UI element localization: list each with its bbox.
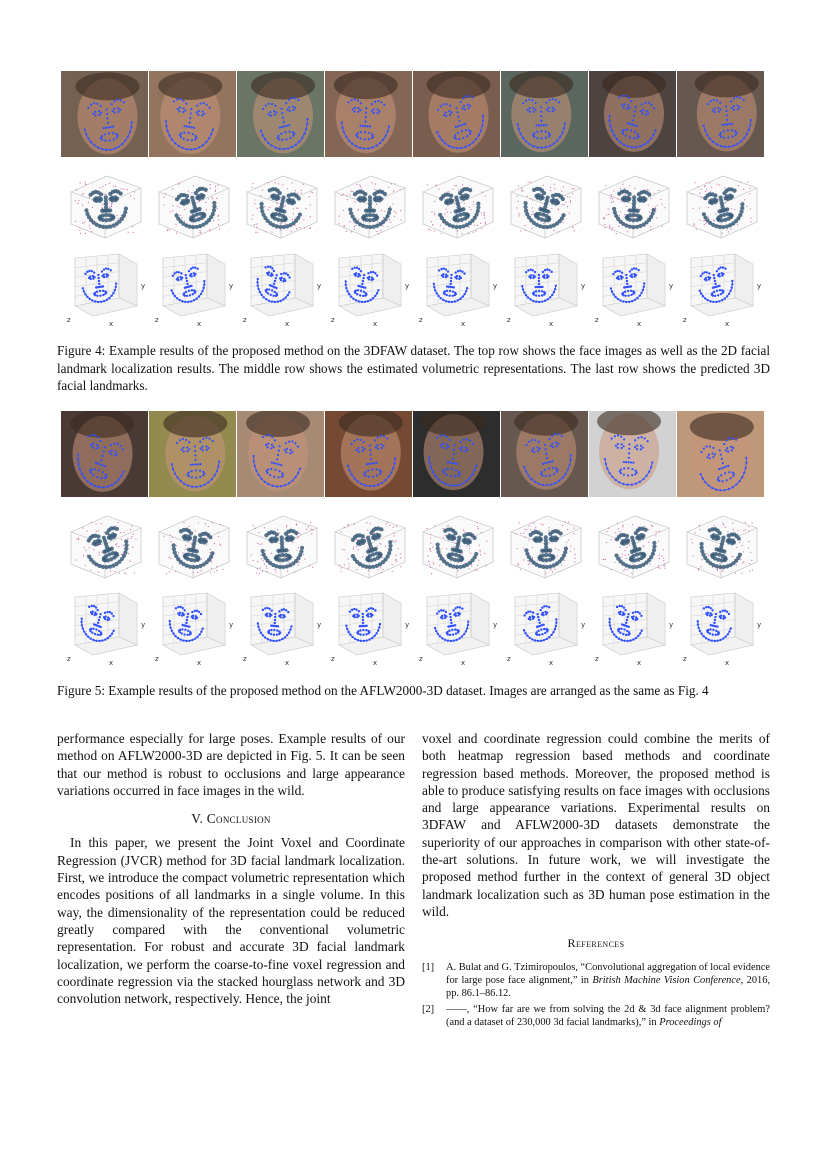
volumetric-representation [149,502,236,588]
svg-text:x: x [197,659,202,667]
svg-text:y: y [405,282,410,290]
svg-text:y: y [757,621,762,629]
svg-text:y: y [581,621,586,629]
landmark-3d-plot [501,246,588,332]
svg-text:z: z [683,316,687,324]
volumetric-representation [237,162,324,248]
landmark-3d-plot [589,585,676,671]
svg-text:x: x [725,320,730,328]
reference-text: ——, “How far are we from solving the 2d & 3d face alignment problem? (and a dataset of 230,000 3d facial landmarks),” in Proceedings of [446,1003,770,1029]
landmark-3d-plot [677,585,764,671]
landmark-3d-plot [149,246,236,332]
volumetric-representation [413,502,500,588]
svg-text:x: x [549,320,554,328]
svg-text:x: x [197,320,202,328]
face-image [61,71,148,157]
left-paragraph-1: performance especially for large poses. Example results of our method on AFLW2000-3D are depicted in Fig. 5. It can be seen that our method is robust to occlusions and large appearance variations occurred in face images in the wild. [57,731,405,798]
svg-text:x: x [109,320,114,328]
landmark-3d-plot [589,246,676,332]
fig4-photo-row [61,71,764,157]
references-title: References [567,936,625,951]
svg-text:y: y [141,282,146,290]
svg-text:z: z [507,655,511,663]
svg-text:x: x [461,320,466,328]
svg-text:z: z [331,316,335,324]
svg-text:z: z [155,655,159,663]
volumetric-representation [589,502,676,588]
svg-text:z: z [683,655,687,663]
figure-5-caption: Figure 5: Example results of the proposed method on the AFLW2000-3D dataset. Images are arranged as the same as Fig. 4 [57,683,709,698]
svg-text:y: y [229,621,234,629]
svg-text:y: y [405,621,410,629]
volumetric-representation [325,502,412,588]
face-image [149,71,236,157]
svg-text:x: x [549,659,554,667]
svg-text:z: z [155,316,159,324]
face-image [677,411,764,497]
face-image [501,71,588,157]
right-column [422,730,770,1030]
landmark-3d-plot [325,246,412,332]
svg-text:x: x [285,659,290,667]
svg-text:x: x [637,320,642,328]
landmark-3d-plot [149,585,236,671]
fig5-volume-row [61,502,764,588]
svg-text:y: y [317,621,322,629]
svg-text:z: z [507,316,511,324]
landmark-3d-plot [237,585,324,671]
svg-text:z: z [419,655,423,663]
volumetric-representation [677,502,764,588]
volumetric-representation [501,502,588,588]
fig4-landmark3d-row [61,246,764,332]
section-title-conclusion: V. Conclusion [191,811,271,827]
landmark-3d-plot [61,246,148,332]
volumetric-representation [149,162,236,248]
volumetric-representation [413,162,500,248]
svg-text:y: y [581,282,586,290]
landmark-3d-plot [237,246,324,332]
fig4-volume-row [61,162,764,248]
svg-text:x: x [373,659,378,667]
volumetric-representation [589,162,676,248]
volumetric-representation [325,162,412,248]
landmark-3d-plot [325,585,412,671]
svg-text:x: x [109,659,114,667]
svg-text:z: z [595,655,599,663]
svg-text:y: y [141,621,146,629]
svg-text:z: z [243,655,247,663]
face-image [413,411,500,497]
svg-text:y: y [493,621,498,629]
svg-text:x: x [285,320,290,328]
volumetric-representation [61,502,148,588]
face-image [237,411,324,497]
svg-text:y: y [317,282,322,290]
svg-text:z: z [67,316,71,324]
svg-text:x: x [637,659,642,667]
reference-text: A. Bulat and G. Tzimiropoulos, “Convolutional aggregation of local evidence for large pose face alignment,” in British Machine Vision Conference, 2016, pp. 86.1–86.12. [446,961,771,1000]
svg-text:y: y [757,282,762,290]
left-column [57,730,405,1007]
landmark-3d-plot [413,246,500,332]
volumetric-representation [237,502,324,588]
face-image [589,71,676,157]
face-image [325,411,412,497]
svg-text:z: z [67,655,71,663]
volumetric-representation [677,162,764,248]
fig5-photo-row [61,411,764,497]
svg-text:x: x [461,659,466,667]
landmark-3d-plot [61,585,148,671]
reference-number: [1] [422,961,435,973]
reference-2 [422,1003,770,1030]
svg-text:y: y [669,621,674,629]
svg-text:x: x [373,320,378,328]
figure-4-caption: Figure 4: Example results of the proposed method on the 3DFAW dataset. The top row shows the face images as well as the 2D facial landmark localization results. The middle row shows the estimated volumetric representations. The last row shows the predicted 3D facial landmarks. [57,343,770,393]
face-image [237,71,324,157]
reference-number: [2] [422,1003,435,1015]
face-image [325,71,412,157]
svg-text:z: z [243,316,247,324]
svg-text:x: x [725,659,730,667]
svg-text:z: z [331,655,335,663]
svg-text:y: y [493,282,498,290]
svg-text:y: y [229,282,234,290]
face-image [677,71,764,157]
reference-1 [422,961,770,1001]
face-image [149,411,236,497]
landmark-3d-plot [677,246,764,332]
landmark-3d-plot [501,585,588,671]
volumetric-representation [61,162,148,248]
svg-text:z: z [419,316,423,324]
face-image [61,411,148,497]
face-image [589,411,676,497]
landmark-3d-plot [413,585,500,671]
fig5-landmark3d-row [61,585,764,671]
svg-text:y: y [669,282,674,290]
face-image [413,71,500,157]
volumetric-representation [501,162,588,248]
face-image [501,411,588,497]
svg-text:z: z [595,316,599,324]
right-paragraph: voxel and coordinate regression could combine the merits of both heatmap regression based methods and coordinate regression based methods. Moreover, the proposed method is able to produce satisfying results on face images with occlusions and large appearance variations. Experimental results on 3DFAW and AFLW2000-3D datasets demonstrate the superiority of our approaches in comparison with other state-of-the-art solutions. In future work, we will investigate the proposed method further in the context of general 3D object landmark localization such as 3D human pose estimation in the wild. [422,731,770,919]
left-paragraph-2: In this paper, we present the Joint Voxel and Coordinate Regression (JVCR) method for 3D facial landmark localization. First, we introduce the compact volumetric representation which encodes positions of all landmarks in a single volume. In this way, the dimensionality of the representation could be reduced greatly compared with the conventional volumetric representation. For robust and accurate 3D facial landmark localization, we perform the coarse-to-fine voxel regression and coordinate regression via the stacked hourglass network and 3D convolution network, respectively. Hence, the joint [57,835,405,1007]
